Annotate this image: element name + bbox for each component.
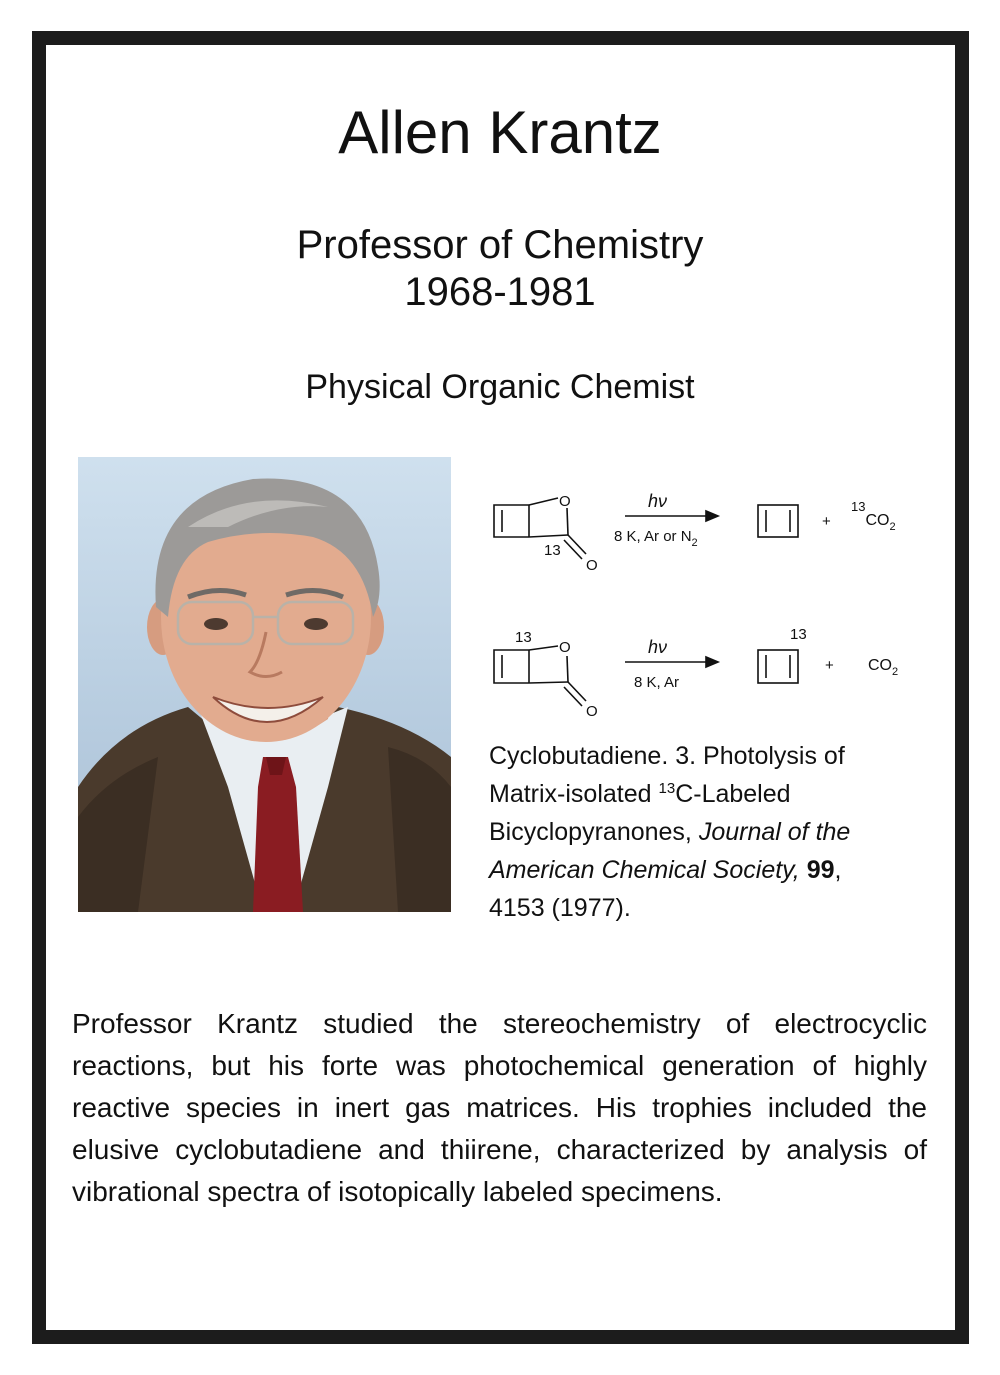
citation-line-3: Bicyclopyranones, Journal of the [489,818,851,846]
r2-label-13-reactant: 13 [515,629,532,646]
r1-label-13: 13 [544,542,561,559]
r1-arrow-top: hν [648,491,668,511]
citation [489,737,939,927]
person-name: Allen Krantz [338,99,662,166]
r1-o-carbonyl: O [586,557,598,574]
r2-o-ring: O [559,639,571,656]
portrait-photo [78,457,451,912]
citation-line-1: Cyclobutadiene. 3. Photolysis of [489,742,845,770]
research-field: Physical Organic Chemist [305,368,695,406]
citation-volume: 99 [806,856,835,884]
role-block [0,222,1000,316]
citation-line-2: Matrix-isolated $^{13}$C-Labeled [489,780,791,808]
r2-plus: + [825,657,834,674]
r2-arrow-top: hν [648,637,668,657]
r1-co2: $^{13}CO_2$ [851,499,896,533]
role-title: Professor of Chemistry [296,223,704,267]
citation-line-4: American Chemical Society, 99, [489,856,842,884]
r1-plus: + [822,513,831,530]
r2-label-13-product: 13 [790,626,807,643]
r2-arrow-bottom: 8 K, Ar [634,674,680,691]
biography-paragraph: Professor Krantz studied the stereochemistry of electrocyclic reactions, but his forte was photochemical generation of highly reactive species in inert gas matrices. His trophies included the elusive cyclobutadiene and thiirene, characterized by analysis of vibrational spectra of isotopically labeled specimens. [72,1008,927,1207]
r2-co2: $CO_2$ [868,657,899,678]
citation-line-5: 4153 (1977). [489,894,631,922]
r1-arrow-bottom: 8 K, Ar or $N_2$ [614,528,698,549]
reaction-scheme [482,480,942,730]
r1-o-ring: O [559,493,571,510]
role-years: 1968-1981 [404,270,596,314]
r2-o-carbonyl: O [586,703,598,720]
